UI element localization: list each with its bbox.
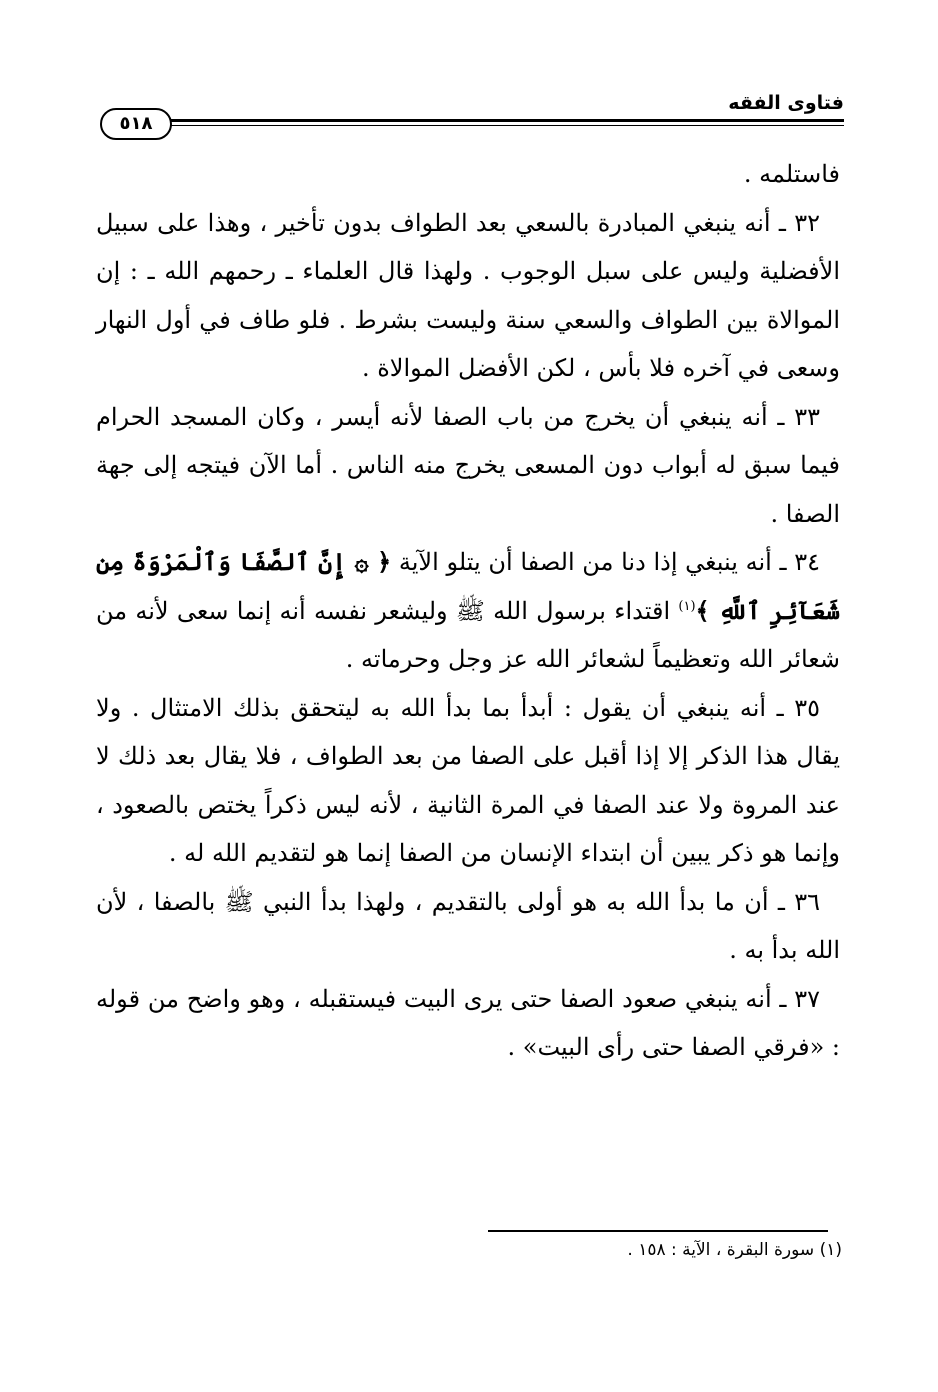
header-rule-thin	[166, 125, 844, 126]
paragraph-continuation: فاستلمه .	[743, 160, 840, 188]
paragraph-34-rest: اقتداء برسول الله ﷺ وليشعر نفسه أنه إنما سعى لأنه من شعائر الله وتعظيماً لشعائر الله عز وجل وحرماته .	[96, 596, 840, 673]
footnote: (١) سورة البقرة ، الآية : ١٥٨ .	[627, 1240, 842, 1260]
book-title: فتاوى الفقه	[728, 92, 844, 114]
footnote-marker: (١)	[678, 598, 696, 614]
paragraph-34	[96, 538, 840, 684]
page-header	[96, 92, 844, 132]
paragraph-35: ٣٥ ـ أنه ينبغي أن يقول : أبدأ بما بدأ الله به ليتحقق بذلك الامتثال . ولا يقال هذا الذكر إلا إذا أقبل على الصفا من بعد الطواف ، فلا يقال بعد ذلك لا عند المروة ولا عند الصفا في المرة الثانية ، لأنه ليس ذكراً يختص بالصعود ، وإنما هو ذكر يبين أن ابتداء الإنسان من الصفا إنما هو لتقديم الله له .	[96, 693, 840, 867]
paragraph-33: ٣٣ ـ أنه ينبغي أن يخرج من باب الصفا لأنه أيسر ، وكان المسجد الحرام فيما سبق له أبواب دون المسعى يخرج منه الناس . أما الآن فيتجه إلى جهة الصفا .	[96, 402, 840, 528]
paragraph-34-intro: ٣٤ ـ أنه ينبغي إذا دنا من الصفا أن يتلو الآية	[398, 548, 820, 576]
paragraph-37: ٣٧ ـ أنه ينبغي صعود الصفا حتى يرى البيت فيستقبله ، وهو واضح من قوله : «فرقي الصفا حتى رأى البيت» .	[96, 984, 840, 1061]
quran-verse: ﴿ ۞ إِنَّ ٱلصَّفَا وَٱلْمَرْوَةَ مِن شَعَآئِرِ ٱللَّهِ ﴾	[96, 547, 840, 625]
main-text	[96, 150, 840, 1072]
footnote-divider	[488, 1230, 828, 1232]
paragraph-36: ٣٦ ـ أن ما بدأ الله به هو أولى بالتقديم ، ولهذا بدأ النبي ﷺ بالصفا ، لأن الله بدأ به .	[96, 887, 840, 964]
paragraph-32: ٣٢ ـ أنه ينبغي المبادرة بالسعي بعد الطواف بدون تأخير ، وهذا على سبيل الأفضلية وليس على سبل الوجوب . ولهذا قال العلماء ـ رحمهم الله ـ : إن الموالاة بين الطواف والسعي سنة وليست بشرط . فلو طاف في أول النهار وسعى في آخره فلا بأس ، لكن الأفضل الموالاة .	[96, 208, 840, 382]
header-rule-thick	[166, 119, 844, 122]
page-number-badge: ٥١٨	[100, 108, 172, 140]
